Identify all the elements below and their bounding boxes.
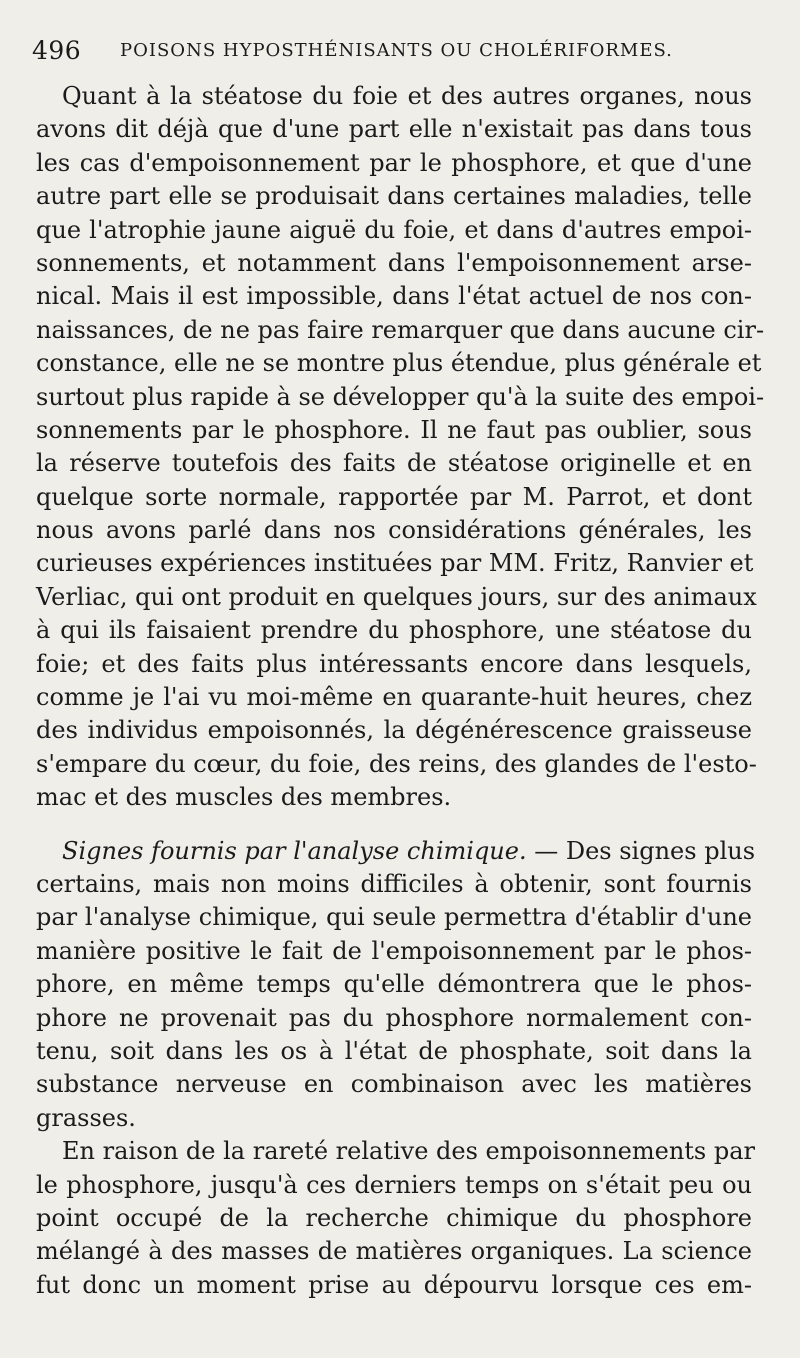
- section-heading-line: [36, 835, 756, 868]
- paragraph-steatose: [36, 80, 765, 815]
- text-line: sonnements par le phosphore. Il ne faut pas oublier, sous: [36, 415, 752, 444]
- text-line: à qui ils faisaient prendre du phosphore, une stéatose du: [36, 616, 752, 645]
- text-line: substance nerveuse en combinaison avec les matières: [36, 1070, 752, 1099]
- text-line: certains, mais non moins difficiles à obtenir, sont fournis: [36, 869, 752, 898]
- text-line: foie; et des faits plus intéressants encore dans lesquels,: [36, 649, 752, 678]
- text-line: s'empare du cœur, du foie, des reins, des glandes de l'esto-: [36, 749, 757, 778]
- text-line: mac et des muscles des membres.: [36, 783, 452, 812]
- page-number: 496: [32, 36, 82, 65]
- text-line: nous avons parlé dans nos considérations générales, les: [36, 516, 752, 545]
- paragraph-signes-chimiques: [36, 835, 756, 1136]
- text-line: avons dit déjà que d'une part elle n'existait pas dans tous: [36, 115, 752, 144]
- page-header: [32, 36, 752, 66]
- text-line: sonnements, et notamment dans l'empoisonnement arse-: [36, 248, 752, 277]
- section-heading: Signes fournis par l'analyse chimique.: [62, 836, 527, 865]
- paragraph-spacer: [36, 815, 752, 835]
- text-line: surtout plus rapide à se développer qu'à la suite des empoi-: [36, 382, 765, 411]
- text-line: la réserve toutefois des faits de stéatose originelle et en: [36, 449, 752, 478]
- running-title: POISONS HYPOSTHÉNISANTS OU CHOLÉRIFORMES.: [120, 40, 673, 61]
- text-line: curieuses expériences instituées par MM. Fritz, Ranvier et: [36, 549, 754, 578]
- text-line: comme je l'ai vu moi-même en quarante-huit heures, chez: [36, 683, 752, 712]
- text-line: fut donc un moment prise au dépourvu lorsque ces em-: [36, 1270, 752, 1299]
- text-line: tenu, soit dans les os à l'état de phosphate, soit dans la: [36, 1036, 752, 1065]
- text-line: autre part elle se produisait dans certaines maladies, telle: [36, 182, 752, 211]
- text-line: grasses.: [36, 1103, 136, 1132]
- text-line: manière positive le fait de l'empoisonnement par le phos-: [36, 936, 752, 965]
- text-line: les cas d'empoisonnement par le phosphore, et que d'une: [36, 148, 752, 177]
- text-line: constance, elle ne se montre plus étendue, plus générale et: [36, 349, 762, 378]
- text-line: naissances, de ne pas faire remarquer que dans aucune cir-: [36, 315, 765, 344]
- text-line: Quant à la stéatose du foie et des autres organes, nous: [62, 82, 752, 110]
- text-line: phore ne provenait pas du phosphore normalement con-: [36, 1003, 752, 1032]
- body-text: [36, 80, 765, 1302]
- section-heading-rest: — Des signes plus: [526, 836, 756, 865]
- text-line: par l'analyse chimique, qui seule permettra d'établir d'une: [36, 903, 752, 932]
- text-line: mélangé à des masses de matières organiques. La science: [36, 1237, 752, 1266]
- text-line: Verliac, qui ont produit en quelques jours, sur des animaux: [36, 582, 757, 611]
- text-line: des individus empoisonnés, la dégénérescence graisseuse: [36, 716, 752, 745]
- text-line: le phosphore, jusqu'à ces derniers temps on s'était peu ou: [36, 1170, 752, 1199]
- text-line: nical. Mais il est impossible, dans l'état actuel de nos con-: [36, 282, 752, 311]
- text-line: point occupé de la recherche chimique du phosphore: [36, 1203, 752, 1232]
- text-line: phore, en même temps qu'elle démontrera que le phos-: [36, 970, 752, 999]
- text-line: En raison de la rareté relative des empoisonnements par: [62, 1137, 756, 1166]
- text-line: quelque sorte normale, rapportée par M. Parrot, et dont: [36, 482, 752, 511]
- text-line: que l'atrophie jaune aiguë du foie, et dans d'autres empoi-: [36, 215, 752, 244]
- paragraph-rarete: [36, 1135, 756, 1302]
